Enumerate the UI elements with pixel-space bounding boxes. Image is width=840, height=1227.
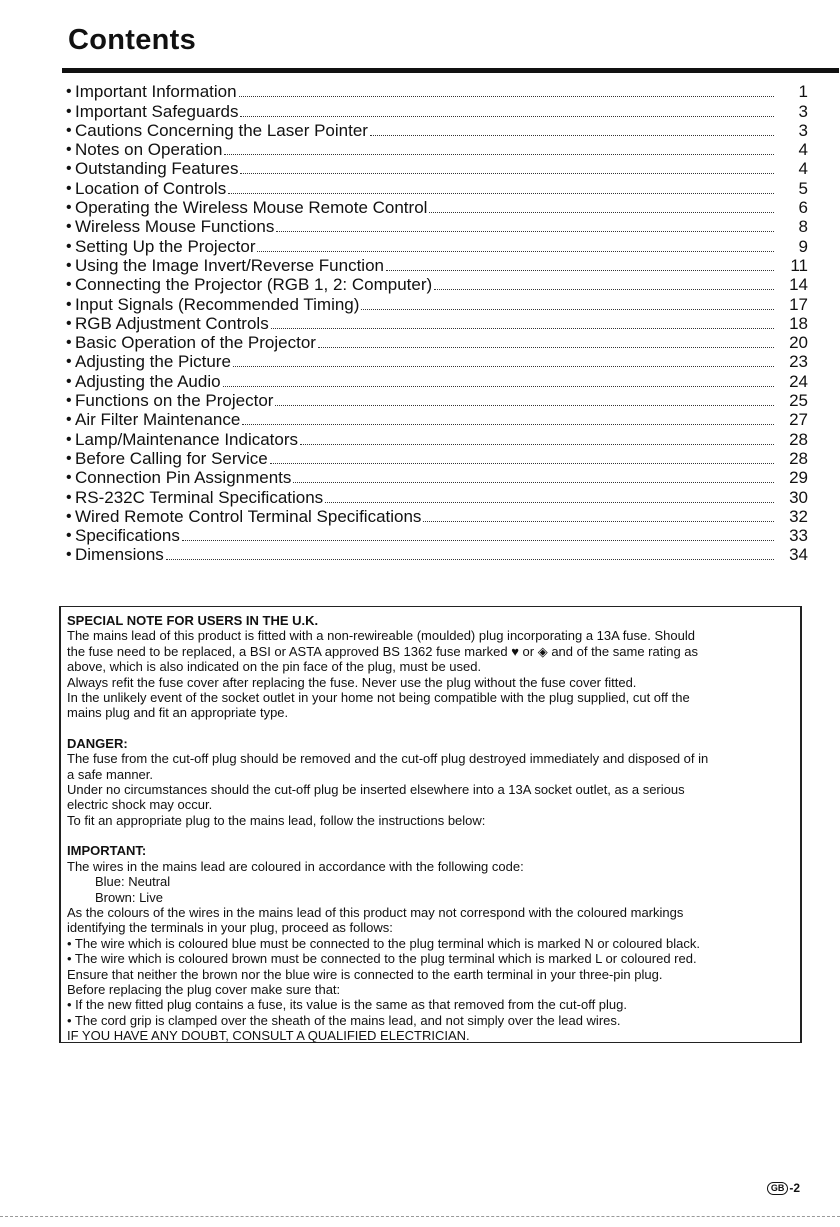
dot-leader	[228, 193, 774, 194]
toc-page-number: 33	[789, 526, 808, 546]
toc-entry-label: Setting Up the Projector	[75, 236, 256, 256]
toc-page-number: 9	[798, 236, 808, 256]
notice-line: • If the new fitted plug contains a fuse, its value is the same as that removed from the cut-off plug.	[67, 997, 627, 1013]
toc-entry-label: Dimensions	[75, 545, 164, 565]
dot-leader	[386, 270, 774, 271]
toc-entry	[66, 352, 808, 371]
bullet-icon: •	[66, 372, 72, 390]
toc-entry	[66, 275, 808, 294]
toc-entry-label: Specifications	[75, 526, 180, 546]
bullet-icon: •	[66, 353, 72, 371]
toc-entry	[66, 178, 808, 197]
bullet-icon: •	[66, 527, 72, 545]
dot-leader	[270, 463, 774, 464]
toc-entry	[66, 198, 808, 217]
notice-line: As the colours of the wires in the mains lead of this product may not correspond with the coloured markings	[67, 904, 684, 920]
toc-entry	[66, 294, 808, 313]
notice-line: a safe manner.	[67, 766, 153, 782]
region-badge: GB	[767, 1182, 789, 1195]
toc-entry	[66, 391, 808, 410]
toc-entry	[66, 545, 808, 564]
dot-leader	[300, 444, 774, 445]
toc-entry-label: Adjusting the Audio	[75, 371, 221, 391]
dot-leader	[239, 96, 774, 97]
notice-line: To fit an appropriate plug to the mains lead, follow the instructions below:	[67, 812, 486, 828]
toc-entry	[66, 217, 808, 236]
bullet-icon: •	[66, 507, 72, 525]
dot-leader	[233, 366, 774, 367]
toc-entry-label: Important Safeguards	[75, 101, 239, 121]
toc-entry-label: Input Signals (Recommended Timing)	[75, 294, 360, 314]
toc-entry-label: Cautions Concerning the Laser Pointer	[75, 120, 368, 140]
dot-leader	[429, 212, 774, 213]
toc-page-number: 20	[789, 333, 808, 353]
toc-page-number: 24	[789, 371, 808, 391]
toc-entry	[66, 101, 808, 120]
toc-entry-label: RGB Adjustment Controls	[75, 313, 269, 333]
toc-entry-label: RS-232C Terminal Specifications	[75, 487, 324, 507]
dot-leader	[166, 559, 774, 560]
toc-page-number: 28	[789, 448, 808, 468]
page-footer	[767, 1181, 800, 1195]
toc-page-number: 3	[798, 101, 808, 121]
notice-line: • The wire which is coloured brown must be connected to the plug terminal which is marked L or coloured red.	[67, 951, 697, 967]
toc-entry	[66, 526, 808, 545]
bullet-icon: •	[66, 179, 72, 197]
danger-heading: DANGER:	[67, 735, 128, 751]
toc-entry-label: Wireless Mouse Functions	[75, 217, 275, 237]
toc-entry-label: Using the Image Invert/Reverse Function	[75, 255, 384, 275]
toc-entry-label: Air Filter Maintenance	[75, 410, 241, 430]
bullet-icon: •	[66, 430, 72, 448]
toc-page-number: 27	[789, 410, 808, 430]
bullet-icon: •	[66, 237, 72, 255]
special-note-heading: SPECIAL NOTE FOR USERS IN THE U.K.	[67, 613, 319, 628]
dot-leader	[318, 347, 774, 348]
toc-entry	[66, 333, 808, 352]
toc-page-number: 11	[790, 255, 808, 275]
dot-leader	[423, 521, 774, 522]
bullet-icon: •	[66, 160, 72, 178]
toc-page-number: 6	[798, 198, 808, 218]
toc-entry-label: Important Information	[75, 82, 237, 102]
bullet-icon: •	[66, 546, 72, 564]
notice-line: In the unlikely event of the socket outlet in your home not being compatible with the plug supplied, cut off the	[67, 690, 690, 706]
toc-entry-label: Outstanding Features	[75, 159, 239, 179]
dot-leader	[370, 135, 774, 136]
toc-page-number: 30	[789, 487, 808, 507]
dot-leader	[325, 502, 774, 503]
toc-entry	[66, 410, 808, 429]
toc-entry	[66, 159, 808, 178]
bullet-icon: •	[66, 449, 72, 467]
bullet-icon: •	[66, 488, 72, 506]
bullet-icon: •	[66, 121, 72, 139]
notice-line: The wires in the mains lead are coloured in accordance with the following code:	[67, 858, 524, 874]
toc-entry	[66, 121, 808, 140]
toc-page-number: 14	[789, 275, 808, 295]
toc-entry	[66, 314, 808, 333]
bullet-icon: •	[66, 469, 72, 487]
page-number: -2	[789, 1181, 800, 1195]
notice-line: electric shock may occur.	[67, 797, 213, 813]
toc-page-number: 32	[789, 506, 808, 526]
toc-page-number: 4	[798, 140, 808, 160]
notice-line: • The wire which is coloured blue must be connected to the plug terminal which is marked N or coloured black.	[67, 935, 700, 951]
notice-line: IF YOU HAVE ANY DOUBT, CONSULT A QUALIFIED ELECTRICIAN.	[67, 1028, 470, 1044]
toc-entry	[66, 507, 808, 526]
bullet-icon: •	[66, 218, 72, 236]
toc-page-number: 17	[789, 294, 808, 314]
bullet-icon: •	[66, 276, 72, 294]
dot-leader	[182, 540, 774, 541]
bullet-icon: •	[66, 141, 72, 159]
dot-leader	[240, 173, 774, 174]
toc-page-number: 18	[789, 313, 808, 333]
toc-page-number: 28	[789, 429, 808, 449]
toc-entry-label: Adjusting the Picture	[75, 352, 231, 372]
notice-line: Always refit the fuse cover after replacing the fuse. Never use the plug without the fuse cover fitted.	[67, 674, 637, 690]
table-of-contents	[66, 82, 808, 564]
toc-entry-label: Location of Controls	[75, 178, 227, 198]
toc-entry	[66, 449, 808, 468]
bottom-divider	[0, 1216, 840, 1217]
dot-leader	[434, 289, 774, 290]
toc-entry-label: Lamp/Maintenance Indicators	[75, 429, 299, 449]
toc-entry	[66, 236, 808, 255]
toc-page-number: 3	[798, 120, 808, 140]
page-title: Contents	[68, 24, 197, 56]
notice-line: above, which is also indicated on the pin face of the plug, must be used.	[67, 659, 482, 675]
toc-entry	[66, 371, 808, 390]
bullet-icon: •	[66, 102, 72, 120]
toc-entry	[66, 429, 808, 448]
bullet-icon: •	[66, 411, 72, 429]
dot-leader	[361, 309, 774, 310]
bullet-icon: •	[66, 199, 72, 217]
bullet-icon: •	[66, 392, 72, 410]
toc-page-number: 4	[798, 159, 808, 179]
toc-entry	[66, 82, 808, 101]
dot-leader	[271, 328, 774, 329]
important-heading: IMPORTANT:	[67, 843, 147, 859]
dot-leader	[242, 424, 774, 425]
dot-leader	[240, 116, 774, 117]
toc-entry	[66, 140, 808, 159]
notice-line: identifying the terminals in your plug, proceed as follows:	[67, 920, 393, 936]
toc-page-number: 23	[789, 352, 808, 372]
notice-line: Ensure that neither the brown nor the blue wire is connected to the earth terminal in your three-pin plug.	[67, 966, 663, 982]
dot-leader	[257, 251, 774, 252]
bullet-icon: •	[66, 334, 72, 352]
bullet-icon: •	[66, 295, 72, 313]
dot-leader	[223, 386, 774, 387]
notice-line: Blue: Neutral	[95, 874, 171, 890]
uk-safety-notice	[59, 606, 802, 1043]
toc-entry	[66, 468, 808, 487]
toc-entry	[66, 487, 808, 506]
toc-entry-label: Connection Pin Assignments	[75, 468, 292, 488]
notice-line: The mains lead of this product is fitted with a non-rewireable (moulded) plug incorporating a 13A fuse. Should	[67, 628, 695, 644]
notice-line: • The cord grip is clamped over the sheath of the mains lead, and not simply over the lead wires.	[67, 1012, 621, 1028]
toc-entry-label: Notes on Operation	[75, 140, 223, 160]
notice-line: mains plug and fit an appropriate type.	[67, 705, 289, 721]
notice-line: The fuse from the cut-off plug should be removed and the cut-off plug destroyed immediately and disposed of in	[67, 751, 709, 767]
toc-entry-label: Connecting the Projector (RGB 1, 2: Computer)	[75, 275, 433, 295]
title-rule	[62, 68, 839, 73]
toc-page-number: 29	[789, 468, 808, 488]
toc-entry-label: Wired Remote Control Terminal Specifications	[75, 506, 422, 526]
notice-line: Under no circumstances should the cut-off plug be inserted elsewhere into a 13A socket outlet, as a serious	[67, 782, 685, 798]
notice-line: Before replacing the plug cover make sure that:	[67, 981, 341, 997]
toc-page-number: 25	[789, 391, 808, 411]
bullet-icon: •	[66, 83, 72, 101]
notice-line: Brown: Live	[95, 889, 163, 905]
dot-leader	[224, 154, 774, 155]
bullet-icon: •	[66, 314, 72, 332]
toc-entry-label: Basic Operation of the Projector	[75, 333, 316, 353]
toc-page-number: 5	[798, 178, 808, 198]
dot-leader	[293, 482, 774, 483]
bullet-icon: •	[66, 256, 72, 274]
toc-page-number: 34	[789, 545, 808, 565]
toc-entry-label: Functions on the Projector	[75, 391, 274, 411]
toc-entry	[66, 256, 808, 275]
dot-leader	[276, 231, 774, 232]
dot-leader	[275, 405, 774, 406]
toc-page-number: 1	[798, 82, 808, 102]
notice-line: the fuse need to be replaced, a BSI or ASTA approved BS 1362 fuse marked ♥ or ◈ and of the same rating as	[67, 643, 699, 659]
toc-entry-label: Operating the Wireless Mouse Remote Control	[75, 198, 428, 218]
toc-entry-label: Before Calling for Service	[75, 448, 268, 468]
toc-page-number: 8	[798, 217, 808, 237]
